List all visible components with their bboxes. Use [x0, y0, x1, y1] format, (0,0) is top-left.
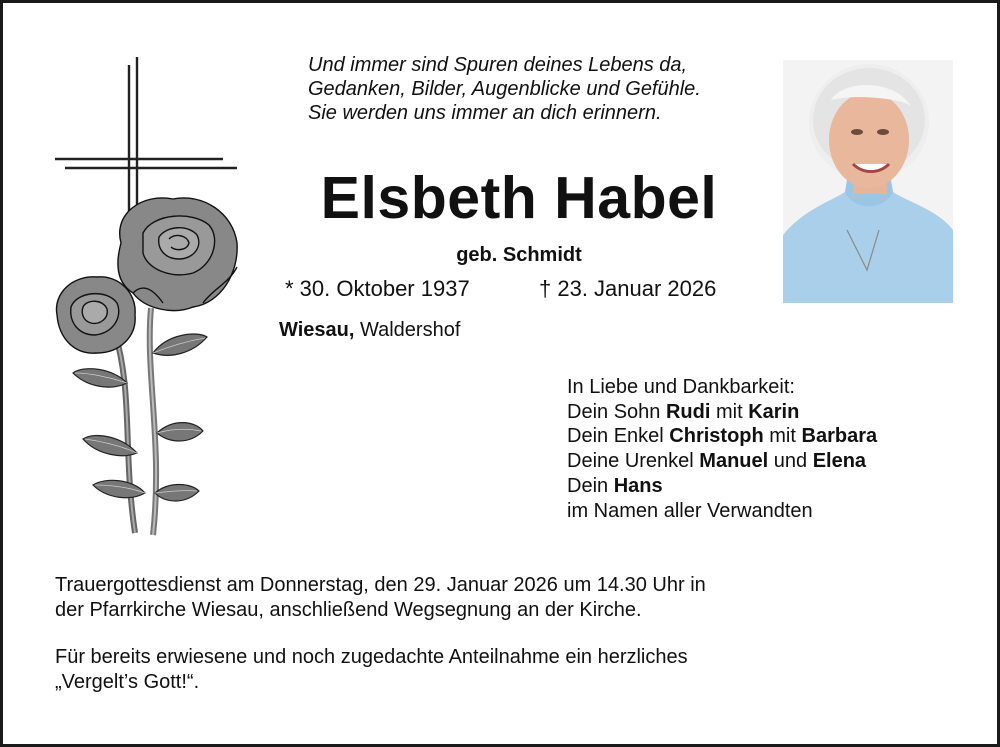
maiden-name: geb. Schmidt: [456, 244, 582, 266]
relation-text: Deine Urenkel: [567, 450, 700, 473]
mourner-name: Hans: [613, 474, 663, 497]
death-date: † 23. Januar 2026: [539, 276, 717, 301]
mourner-line: [567, 400, 877, 425]
deceased-name: Elsbeth Habel: [320, 165, 718, 231]
thanks-line: „Vergelt’s Gott!“.: [55, 671, 200, 693]
birth-date: * 30. Oktober 1937: [285, 276, 470, 301]
connector-text: mit: [710, 400, 749, 423]
connector-text: mit: [763, 425, 802, 448]
service-line: der Pfarrkirche Wiesau, anschließend Wegsegnung an der Kirche.: [55, 599, 642, 621]
mourner-line: [567, 424, 877, 449]
residence-secondary: Waldershof: [359, 319, 461, 341]
cross-icon: [55, 57, 237, 223]
relation-text: Dein: [567, 474, 614, 497]
quote-line: Und immer sind Spuren deines Lebens da,: [308, 54, 688, 76]
portrait-photo: [783, 60, 953, 303]
cross-roses-illustration: [53, 53, 243, 543]
mourners-closing: im Namen aller Verwandten: [567, 499, 813, 522]
mourner-line: [567, 449, 877, 474]
mourners-intro: In Liebe und Dankbarkeit:: [567, 376, 795, 398]
mourner-name: Elena: [812, 450, 867, 473]
thanks-line: Für bereits erwiesene und noch zugedachte Anteilnahme ein herzliches: [55, 646, 688, 668]
relation-text: Dein Enkel: [567, 425, 670, 448]
mourner-name: Barbara: [801, 425, 878, 448]
residence: [279, 317, 460, 343]
mourner-name: Christoph: [669, 425, 764, 448]
rose-icon: [56, 198, 237, 535]
mourner-name: Rudi: [665, 400, 711, 423]
thanks-note: [55, 645, 935, 695]
mourners-list: [567, 375, 877, 523]
quote-line: Sie werden uns immer an dich erinnern.: [308, 102, 662, 124]
residence-primary: Wiesau,: [279, 319, 355, 341]
memorial-quote: [308, 53, 768, 125]
funeral-service-info: [55, 573, 935, 623]
mourner-name: Karin: [748, 400, 800, 423]
mourner-name: Manuel: [699, 450, 769, 473]
connector-text: und: [768, 450, 813, 473]
quote-line: Gedanken, Bilder, Augenblicke und Gefühle.: [308, 78, 701, 100]
relation-text: Dein Sohn: [567, 400, 666, 423]
mourner-line: [567, 474, 877, 499]
service-line: Trauergottesdienst am Donnerstag, den 29. Januar 2026 um 14.30 Uhr in: [55, 574, 706, 596]
